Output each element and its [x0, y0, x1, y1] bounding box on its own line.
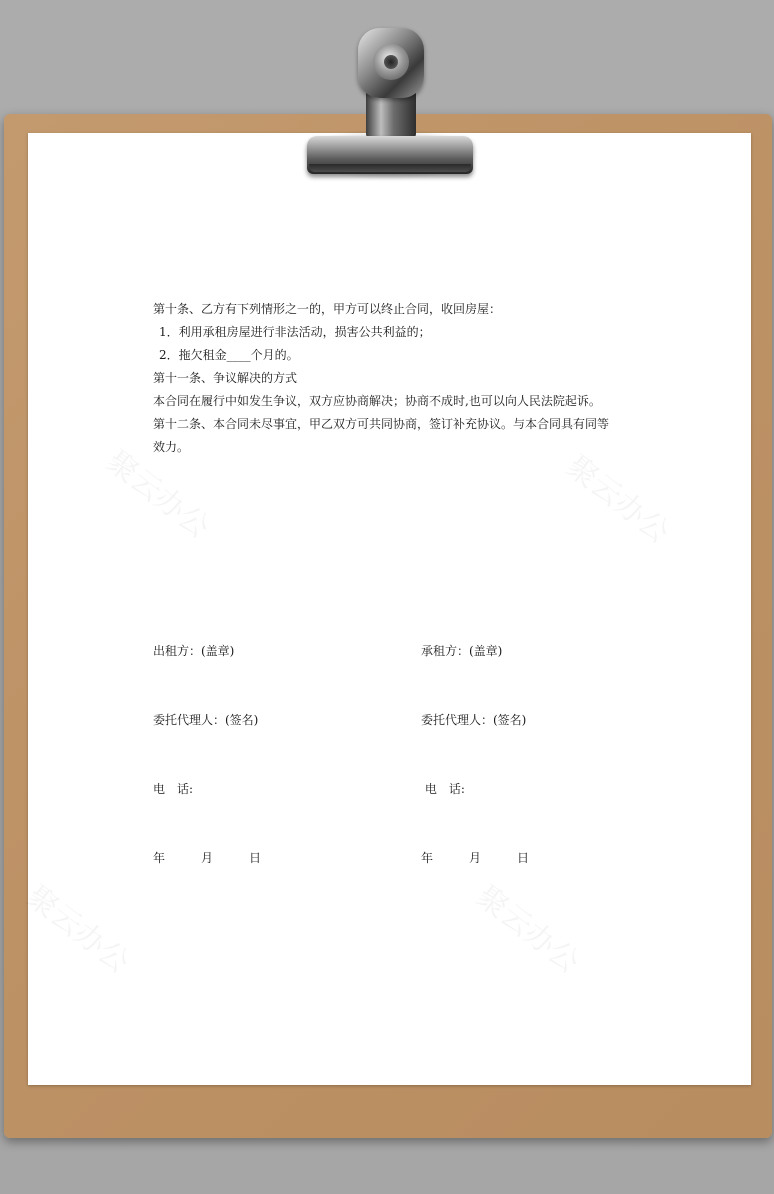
lessee-seal-label: 承租方：(盖章) [421, 644, 503, 658]
lessee-signature-block [421, 594, 529, 893]
clause-12: 第十二条、本合同未尽事宜，甲乙双方可共同协商，签订补充协议。与本合同具有同等 [153, 417, 610, 431]
lessor-date-label: 年 月 日 [153, 851, 262, 865]
lessee-date-label: 年 月 日 [421, 851, 530, 865]
lessor-agent-label: 委托代理人：(签名) [153, 713, 259, 727]
clause-12-continued: 效力。 [153, 440, 190, 454]
clause-10-item-2: 2．拖欠租金____个月的。 [159, 348, 299, 362]
clause-11-heading: 第十一条、争议解决的方式 [153, 371, 298, 385]
clip-hole [384, 55, 398, 69]
lessee-phone-label: 电 话: [421, 782, 465, 796]
clip-jaw-edge [309, 164, 471, 172]
lessor-phone-label: 电 话: [153, 782, 194, 796]
lessor-signature-block [153, 594, 261, 893]
clause-10: 第十条、乙方有下列情形之一的，甲方可以终止合同，收回房屋： [153, 302, 502, 316]
lessee-agent-label: 委托代理人：(签名) [421, 713, 527, 727]
lessor-seal-label: 出租方：(盖章) [153, 644, 235, 658]
contract-body [153, 298, 653, 459]
clause-11-body: 本合同在履行中如发生争议，双方应协商解决；协商不成时,也可以向人民法院起诉。 [153, 394, 601, 408]
clause-10-item-1: 1．利用承租房屋进行非法活动，损害公共利益的； [159, 325, 431, 339]
